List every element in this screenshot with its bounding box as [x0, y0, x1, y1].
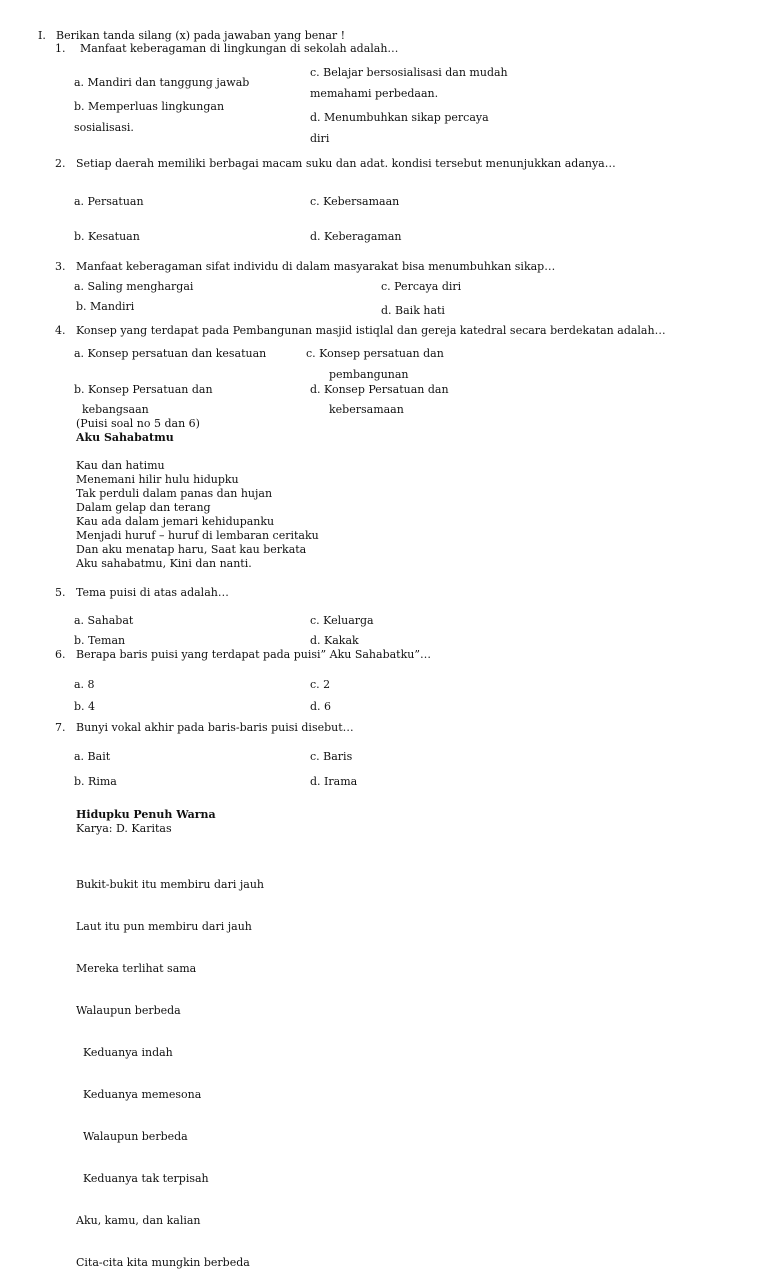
poem1-stanza	[76, 459, 319, 571]
q4-option-c-line2: pembangunan	[329, 368, 409, 381]
poem2-stanza	[76, 850, 264, 1284]
poem2-line: Mereka terlihat sama	[76, 962, 197, 975]
q2-option-c: c. Kebersamaan	[310, 195, 400, 208]
q3-option-c: c. Percaya diri	[381, 280, 462, 293]
poem2-line: Walaupun berbeda	[76, 1004, 181, 1017]
q7-number: 7.	[55, 721, 66, 734]
q1-option-d-line2: diri	[310, 132, 330, 145]
q5-option-a: a. Sahabat	[74, 614, 134, 627]
q7-option-c: c. Baris	[310, 750, 353, 763]
q4-option-b-line2: kebangsaan	[82, 403, 149, 416]
q4-number: 4.	[55, 324, 66, 337]
poem2-line: Bukit-bukit itu membiru dari jauh	[76, 878, 265, 891]
poem2-line: Keduanya tak terpisah	[76, 1172, 209, 1185]
q3-number: 3.	[55, 260, 66, 273]
instruction-number: I.	[38, 29, 46, 42]
poem2-line: Aku, kamu, dan kalian	[76, 1214, 201, 1227]
q3-option-d: d. Baik hati	[381, 304, 445, 317]
q1-option-b-line1: b. Memperluas lingkungan	[74, 100, 225, 113]
poem1-line: Aku sahabatmu, Kini dan nanti.	[76, 557, 252, 570]
q2-option-a: a. Persatuan	[74, 195, 144, 208]
q1-option-d-line1: d. Menumbuhkan sikap percaya	[310, 111, 489, 124]
q7-option-b: b. Rima	[74, 775, 117, 788]
q6-option-b: b. 4	[74, 700, 96, 713]
q1-option-c-line1: c. Belajar bersosialisasi dan mudah	[310, 66, 508, 79]
poem1-line: Menemani hilir hulu hidupku	[76, 473, 239, 486]
poem2-line: Laut itu pun membiru dari jauh	[76, 920, 252, 933]
poem1-title: Aku Sahabatmu	[76, 431, 174, 444]
q7-option-a: a. Bait	[74, 750, 111, 763]
poem1-line: Dan aku menatap haru, Saat kau berkata	[76, 543, 307, 556]
q2-option-d: d. Keberagaman	[310, 230, 402, 243]
q2-text: Setiap daerah memiliki berbagai macam suku dan adat. kondisi tersebut menunjukkan adanya…	[76, 157, 616, 170]
q1-option-b-line2: sosialisasi.	[74, 121, 134, 134]
q5-option-b: b. Teman	[74, 634, 126, 647]
q7-text: Bunyi vokal akhir pada baris-baris puisi disebut…	[76, 721, 354, 734]
q5-option-c: c. Keluarga	[310, 614, 374, 627]
q1-option-c-line2: memahami perbedaan.	[310, 87, 439, 100]
q5-text: Tema puisi di atas adalah…	[76, 586, 229, 599]
q1-option-a: a. Mandiri dan tanggung jawab	[74, 76, 250, 89]
q4-option-c-line1: c. Konsep persatuan dan	[306, 347, 444, 360]
q2-number: 2.	[55, 157, 66, 170]
q3-text: Manfaat keberagaman sifat individu di dalam masyarakat bisa menumbuhkan sikap…	[76, 260, 556, 273]
q7-option-d: d. Irama	[310, 775, 358, 788]
q4-option-b-line1: b. Konsep Persatuan dan	[74, 383, 213, 396]
q5-number: 5.	[55, 586, 66, 599]
q4-option-d-line1: d. Konsep Persatuan dan	[310, 383, 449, 396]
poem1-line: Menjadi huruf – huruf di lembaran ceritaku	[76, 529, 319, 542]
q6-option-d: d. 6	[310, 700, 332, 713]
q6-option-a: a. 8	[74, 678, 95, 691]
q4-option-d-line2: kebersamaan	[329, 403, 404, 416]
q3-option-b: b. Mandiri	[76, 300, 135, 313]
q6-number: 6.	[55, 648, 66, 661]
q4-option-a: a. Konsep persatuan dan kesatuan	[74, 347, 267, 360]
instruction-text: Berikan tanda silang (x) pada jawaban yang benar !	[56, 29, 346, 42]
poem2-line: Walaupun berbeda	[76, 1130, 188, 1143]
poem1-line: Kau dan hatimu	[76, 459, 165, 472]
q1-text: Manfaat keberagaman di lingkungan di sekolah adalah…	[80, 42, 399, 55]
poem1-line: Kau ada dalam jemari kehidupanku	[76, 515, 275, 528]
poem1-line: Tak perduli dalam panas dan hujan	[76, 487, 273, 500]
poem2-author: Karya: D. Karitas	[76, 822, 172, 835]
q1-number: 1.	[55, 42, 66, 55]
poem2-line: Cita-cita kita mungkin berbeda	[76, 1256, 250, 1269]
poem2-line: Keduanya memesona	[76, 1088, 202, 1101]
q5-option-d: d. Kakak	[310, 634, 359, 647]
poem1-line: Dalam gelap dan terang	[76, 501, 211, 514]
q4-text: Konsep yang terdapat pada Pembangunan masjid istiqlal dan gereja katedral secara berdekatan adalah…	[76, 324, 666, 337]
poem1-note: (Puisi soal no 5 dan 6)	[76, 417, 200, 430]
q6-option-c: c. 2	[310, 678, 331, 691]
q6-text: Berapa baris puisi yang terdapat pada puisi” Aku Sahabatku”…	[76, 648, 431, 661]
q2-option-b: b. Kesatuan	[74, 230, 140, 243]
poem2-title: Hidupku Penuh Warna	[76, 808, 216, 821]
poem2-line: Keduanya indah	[76, 1046, 173, 1059]
q3-option-a: a. Saling menghargai	[74, 280, 194, 293]
